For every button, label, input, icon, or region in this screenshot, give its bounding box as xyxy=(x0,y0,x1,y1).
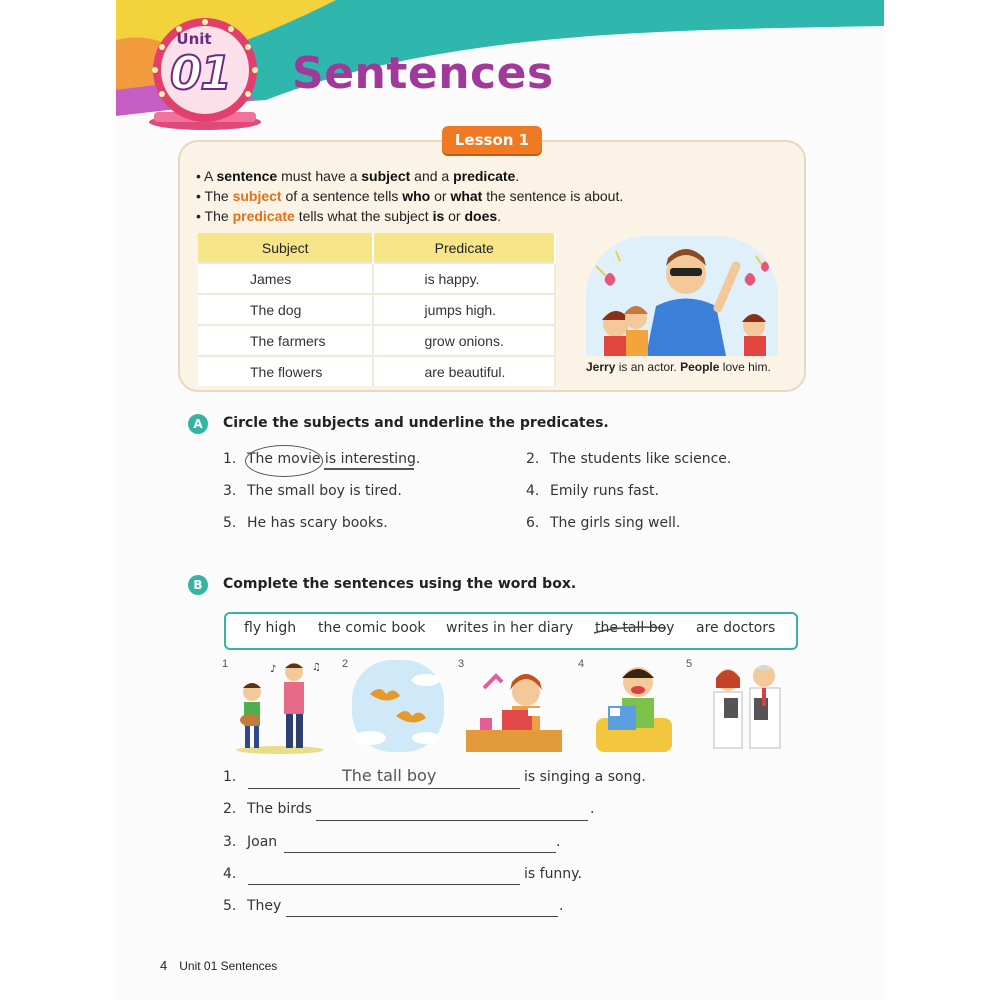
unit-label: Unit xyxy=(176,30,212,48)
table-row xyxy=(198,325,555,356)
predicate-cell: grow onions. xyxy=(373,325,555,356)
page-number: 4 xyxy=(160,958,168,973)
sentence-ending: is singing a song. xyxy=(524,769,646,785)
picture-number: 4 xyxy=(578,658,585,670)
svg-text:♫: ♫ xyxy=(312,662,321,673)
girl-writing-picture xyxy=(466,658,562,754)
predicate-cell: are beautiful. xyxy=(373,356,555,386)
exercise-a-item: 1. The movie is interesting. xyxy=(223,451,421,467)
subject-cell: James xyxy=(198,263,373,294)
rule-1: • A sentence must have a subject and a predicate. xyxy=(196,168,520,184)
answer-example: The tall boy xyxy=(342,766,437,785)
rule-2: • The subject of a sentence tells who or what the sentence is about. xyxy=(196,188,624,204)
illustration-caption: Jerry is an actor. People love him. xyxy=(586,360,771,374)
exercise-a-item: 3. The small boy is tired. xyxy=(223,483,402,499)
subject-predicate-table xyxy=(198,233,556,386)
table-row xyxy=(198,263,555,294)
section-a-icon: A xyxy=(188,414,208,434)
exercise-a-item: 2. The students like science. xyxy=(526,451,732,467)
predicate-cell: jumps high. xyxy=(373,294,555,325)
word-box-item: writes in her diary xyxy=(446,620,574,636)
section-a-title: Circle the subjects and underline the predicates. xyxy=(223,415,609,431)
section-b-title: Complete the sentences using the word box. xyxy=(223,576,577,592)
answer-blank[interactable] xyxy=(248,884,520,885)
answer-blank[interactable] xyxy=(316,820,588,821)
strike-mark xyxy=(592,623,668,637)
exercise-a-item: 6. The girls sing well. xyxy=(526,515,681,531)
exercise-a-item: 4. Emily runs fast. xyxy=(526,483,659,499)
exercise-b-item: 4. xyxy=(223,866,237,882)
word-box-item: fly high xyxy=(244,620,297,636)
picture-number: 5 xyxy=(686,658,693,670)
subject-cell: The flowers xyxy=(198,356,373,386)
lesson-rules xyxy=(196,166,623,226)
picture-number: 3 xyxy=(458,658,465,670)
sentence-ending: . xyxy=(590,801,595,817)
table-header-subject: Subject xyxy=(198,233,373,263)
subject-cell: The farmers xyxy=(198,325,373,356)
actor-illustration xyxy=(586,236,778,356)
exercise-b-item: 5. They xyxy=(223,898,282,914)
exercise-a-item: 5. He has scary books. xyxy=(223,515,388,531)
footer-unit-title: Unit 01 Sentences xyxy=(179,959,278,973)
sentence-ending: is funny. xyxy=(524,866,582,882)
answer-blank[interactable] xyxy=(248,788,520,789)
word-box-item-used: the tall boy xyxy=(595,620,675,636)
answer-blank[interactable] xyxy=(286,916,558,917)
boy-reading-picture xyxy=(586,658,682,754)
word-box-item: the comic book xyxy=(318,620,426,636)
exercise-b-item: 3. Joan xyxy=(223,834,278,850)
predicate-cell: is happy. xyxy=(373,263,555,294)
picture-number: 1 xyxy=(222,658,229,670)
worksheet-page xyxy=(116,0,884,1000)
table-row xyxy=(198,356,555,386)
word-box-item: are doctors xyxy=(696,620,776,636)
lesson-tag: Lesson 1 xyxy=(442,126,542,154)
svg-text:♪: ♪ xyxy=(270,664,277,675)
table-row xyxy=(198,294,555,325)
rule-3: • The predicate tells what the subject is or does. xyxy=(196,208,502,224)
example-underline-mark xyxy=(324,468,414,470)
page-footer xyxy=(160,958,277,973)
sentence-ending: . xyxy=(559,898,564,914)
sentence-ending: . xyxy=(556,834,561,850)
section-b-icon: B xyxy=(188,575,208,595)
flying-birds-picture xyxy=(350,658,446,754)
table-header-predicate: Predicate xyxy=(373,233,555,263)
singing-boys-picture xyxy=(232,658,328,754)
exercise-b-item: 2. The birds xyxy=(223,801,312,817)
answer-blank[interactable] xyxy=(284,852,556,853)
unit-number: 01 xyxy=(169,46,230,100)
subject-cell: The dog xyxy=(198,294,373,325)
example-circle-mark xyxy=(245,445,323,477)
page-title: Sentences xyxy=(292,48,554,99)
picture-number: 2 xyxy=(342,658,349,670)
exercise-b-item: 1. xyxy=(223,769,237,785)
doctors-picture xyxy=(698,658,794,754)
